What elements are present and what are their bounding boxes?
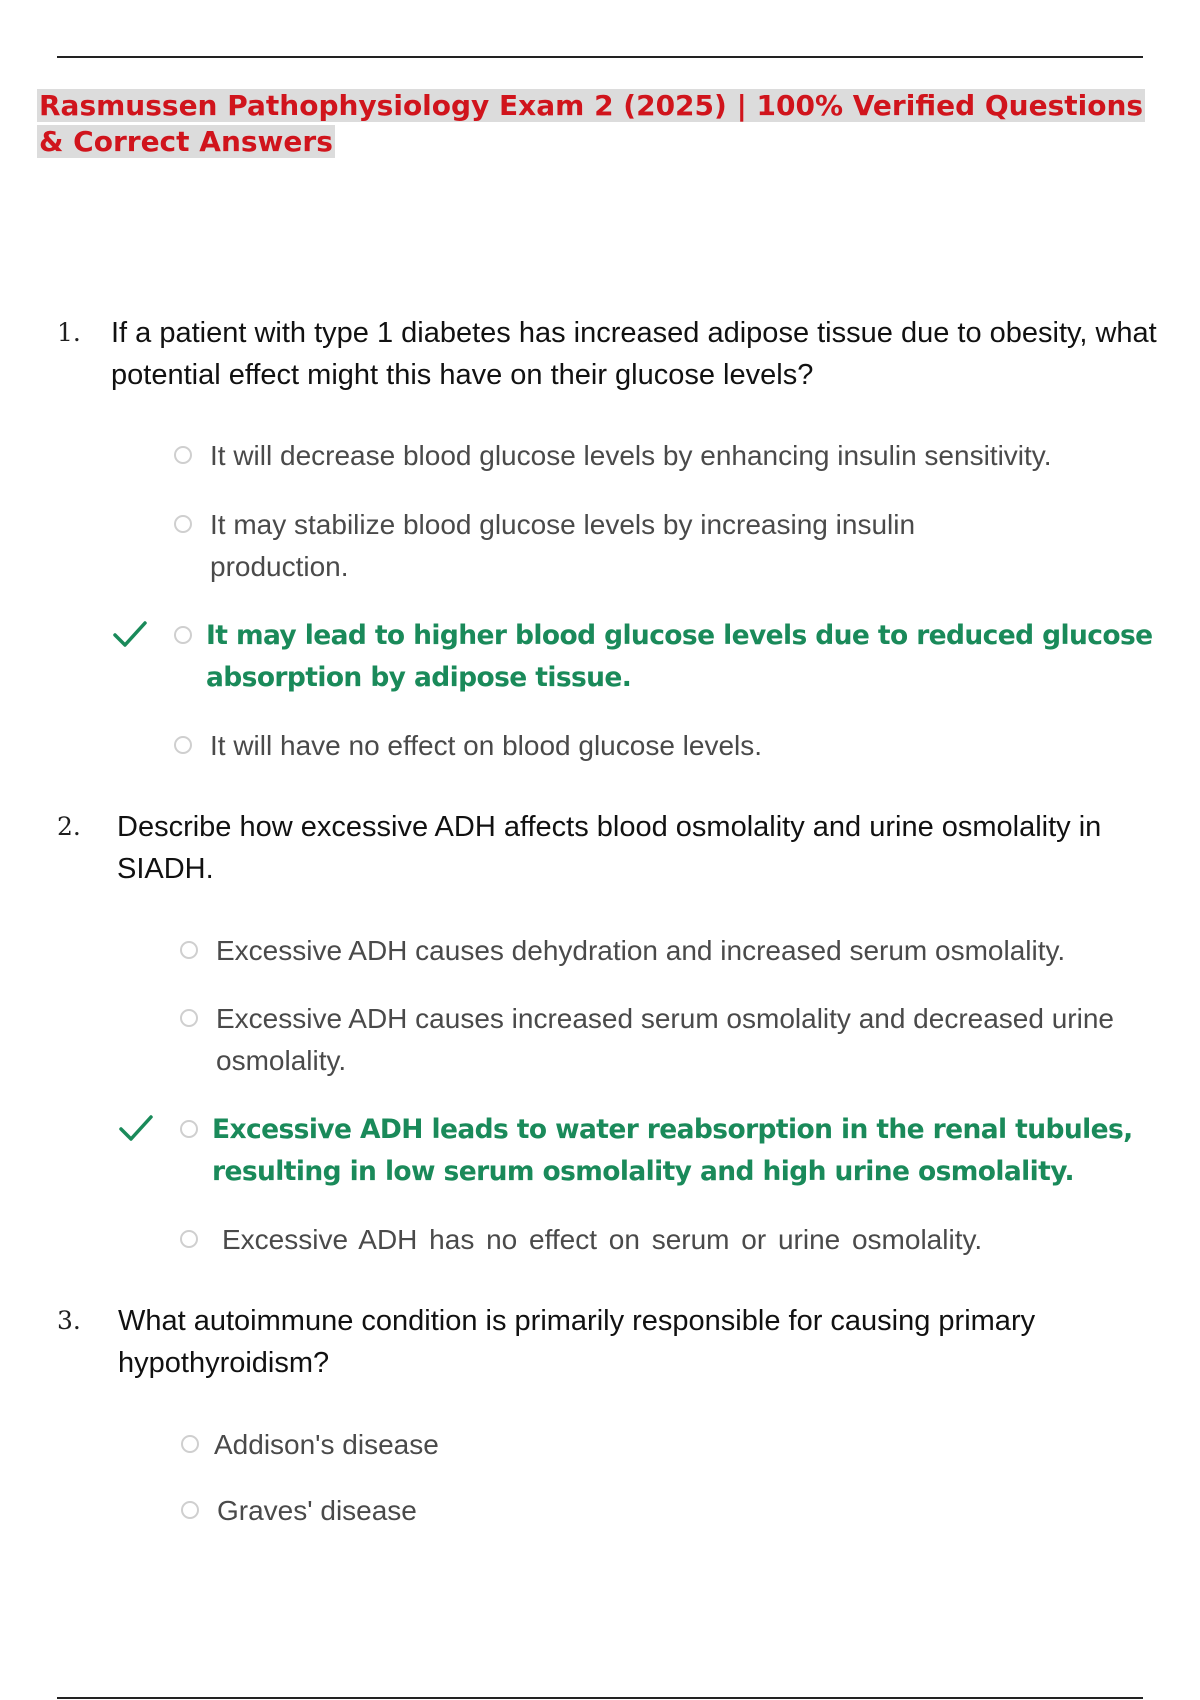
- question-text: What autoimmune condition is primarily responsible for causing primary hypothyroidism?: [118, 1305, 1036, 1379]
- bottom-rule: [57, 1697, 1143, 1699]
- option-text: Addison's disease: [214, 1429, 439, 1460]
- check-icon: [112, 618, 148, 650]
- option-text: It may stabilize blood glucose levels by increasing insulin production.: [210, 509, 916, 582]
- radio-button[interactable]: [181, 1435, 199, 1453]
- radio-button[interactable]: [180, 1230, 198, 1248]
- radio-button[interactable]: [180, 1009, 198, 1027]
- radio-button[interactable]: [180, 1120, 198, 1138]
- question-number: 1.: [57, 318, 81, 347]
- option-text: It will decrease blood glucose levels by enhancing insulin sensitivity.: [210, 440, 1052, 471]
- option-text: Excessive ADH has no effect on serum or urine osmolality.: [222, 1224, 983, 1255]
- question-text: If a patient with type 1 diabetes has increased adipose tissue due to obesity, what potential effect might this have on their glucose levels?: [111, 317, 1157, 391]
- option-text: Excessive ADH causes increased serum osmolality and decreased urine osmolality.: [216, 1003, 1114, 1076]
- document-title: Rasmussen Pathophysiology Exam 2 (2025) | 100% Verified Questions & Correct Answers: [39, 89, 1144, 158]
- question-number: 3.: [57, 1306, 81, 1335]
- option-text: It may lead to higher blood glucose levels due to reduced glucose absorption by adipose tissue.: [206, 620, 1153, 693]
- option-text: Excessive ADH leads to water reabsorption in the renal tubules, resulting in low serum osmolality and high urine osmolality.: [212, 1114, 1133, 1187]
- radio-button[interactable]: [174, 736, 192, 754]
- option-text: It will have no effect on blood glucose levels.: [210, 730, 763, 761]
- radio-button[interactable]: [174, 626, 192, 644]
- radio-button[interactable]: [180, 941, 198, 959]
- check-icon: [118, 1112, 154, 1144]
- radio-button[interactable]: [181, 1501, 199, 1519]
- option-text: Excessive ADH causes dehydration and increased serum osmolality.: [216, 935, 1066, 966]
- radio-button[interactable]: [174, 515, 192, 533]
- top-rule: [57, 56, 1143, 58]
- question-number: 2.: [57, 812, 81, 841]
- question-text: Describe how excessive ADH affects blood osmolality and urine osmolality in SIADH.: [117, 811, 1102, 885]
- option-text: Graves' disease: [217, 1495, 417, 1526]
- radio-button[interactable]: [174, 446, 192, 464]
